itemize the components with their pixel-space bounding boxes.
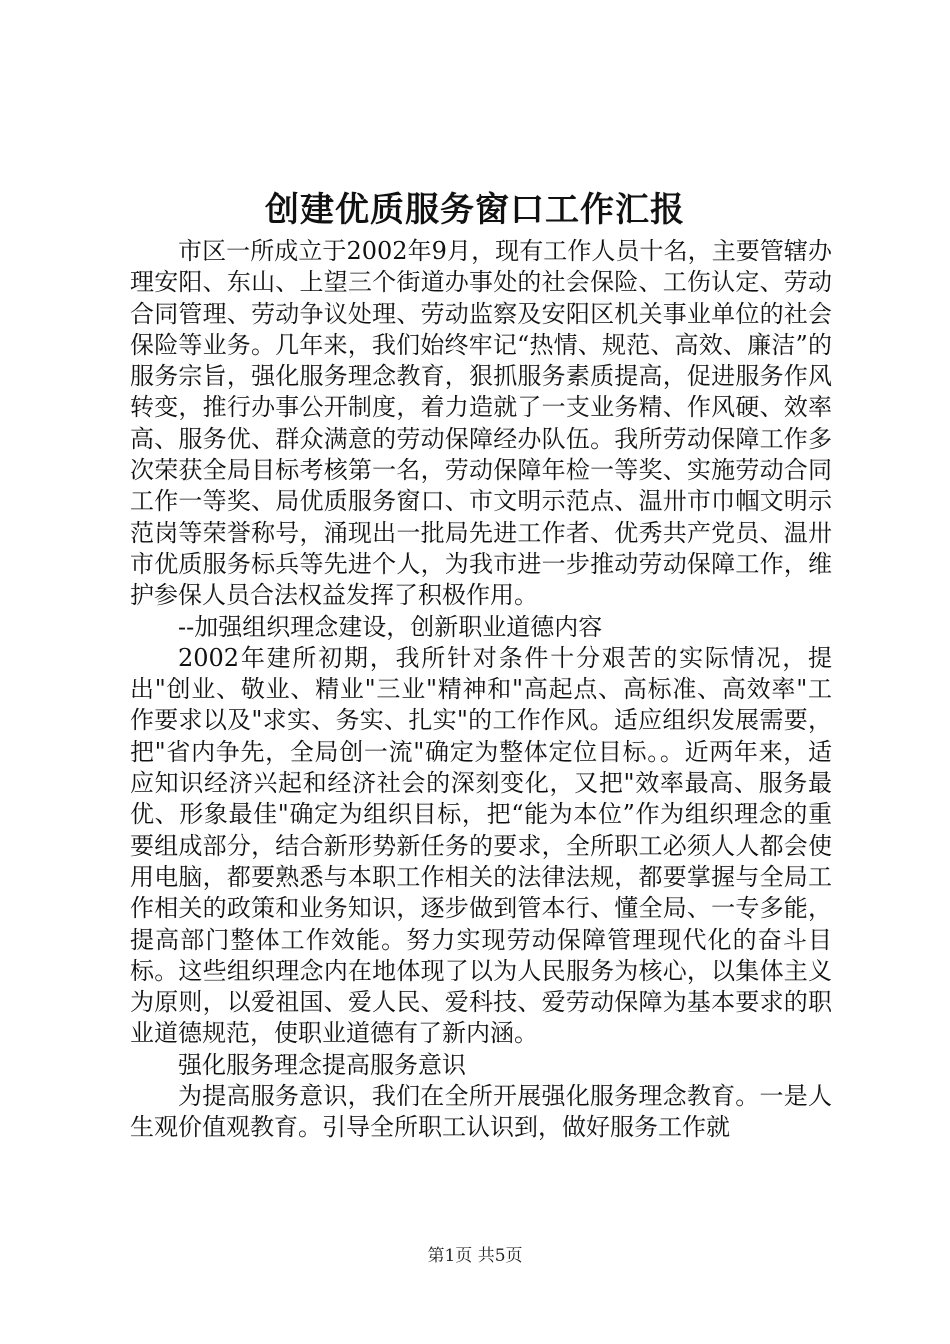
document-title: 创建优质服务窗口工作汇报 bbox=[265, 190, 685, 230]
section-heading-organization: --加强组织理念建设，创新职业道德内容 bbox=[178, 612, 603, 641]
paragraph-organization: 2002年建所初期，我所针对条件十分艰苦的实际情况，提出"创业、敬业、精业"三业"精神和"高起点、高标准、高效率"工作要求以及"求实、务实、扎实"的工作作风。适应组织发展需要，把"省内争先，全局创一流"确定为整体定位目标。。近两年来，适应知识经济兴起和经济社会的深刻变化，又把"效率最高、服务最优、形象最佳"确定为组织目标，把“能为本位”作为组织理念的重要组成部分，结合新形势新任务的要求，全所职工必须人人都会使用电脑，都要熟悉与本职工作相关的法律法规，都要掌握与全局工作相关的政策和业务知识，逐步做到管本行、懂全局、一专多能，提高部门整体工作效能。努力实现劳动保障管理现代化的奋斗目标。这些组织理念内在地体现了以为人民服务为核心，以集体主义为原则，以爱祖国、爱人民、爱科技、爱劳动保障为基本要求的职业道德规范，使职业道德有了新内涵。 bbox=[130, 643, 832, 1048]
page-footer: 第1页 共5页 bbox=[427, 1246, 523, 1266]
section-heading-service: 强化服务理念提高服务意识 bbox=[178, 1050, 466, 1079]
document-body bbox=[130, 236, 832, 1144]
paragraph-service: 为提高服务意识，我们在全所开展强化服务理念教育。一是人生观价值观教育。引导全所职工认识到，做好服务工作就 bbox=[130, 1082, 832, 1142]
paragraph-intro: 市区一所成立于2002年9月，现有工作人员十名，主要管辖办理安阳、东山、上望三个街道办事处的社会保险、工伤认定、劳动合同管理、劳动争议处理、劳动监察及安阳区机关事业单位的社会保险等业务。几年来，我们始终牢记“热情、规范、高效、廉洁”的服务宗旨，强化服务理念教育，狠抓服务素质提高，促进服务作风转变，推行办事公开制度，着力造就了一支业务精、作风硬、效率高、服务优、群众满意的劳动保障经办队伍。我所劳动保障工作多次荣获全局目标考核第一名，劳动保障年检一等奖、实施劳动合同工作一等奖、局优质服务窗口、市文明示范点、温卅市巾帼文明示范岗等荣誉称号，涌现出一批局先进工作者、优秀共产党员、温卅市优质服务标兵等先进个人，为我市进一步推动劳动保障工作，维护参保人员合法权益发挥了积极作用。 bbox=[130, 237, 832, 610]
